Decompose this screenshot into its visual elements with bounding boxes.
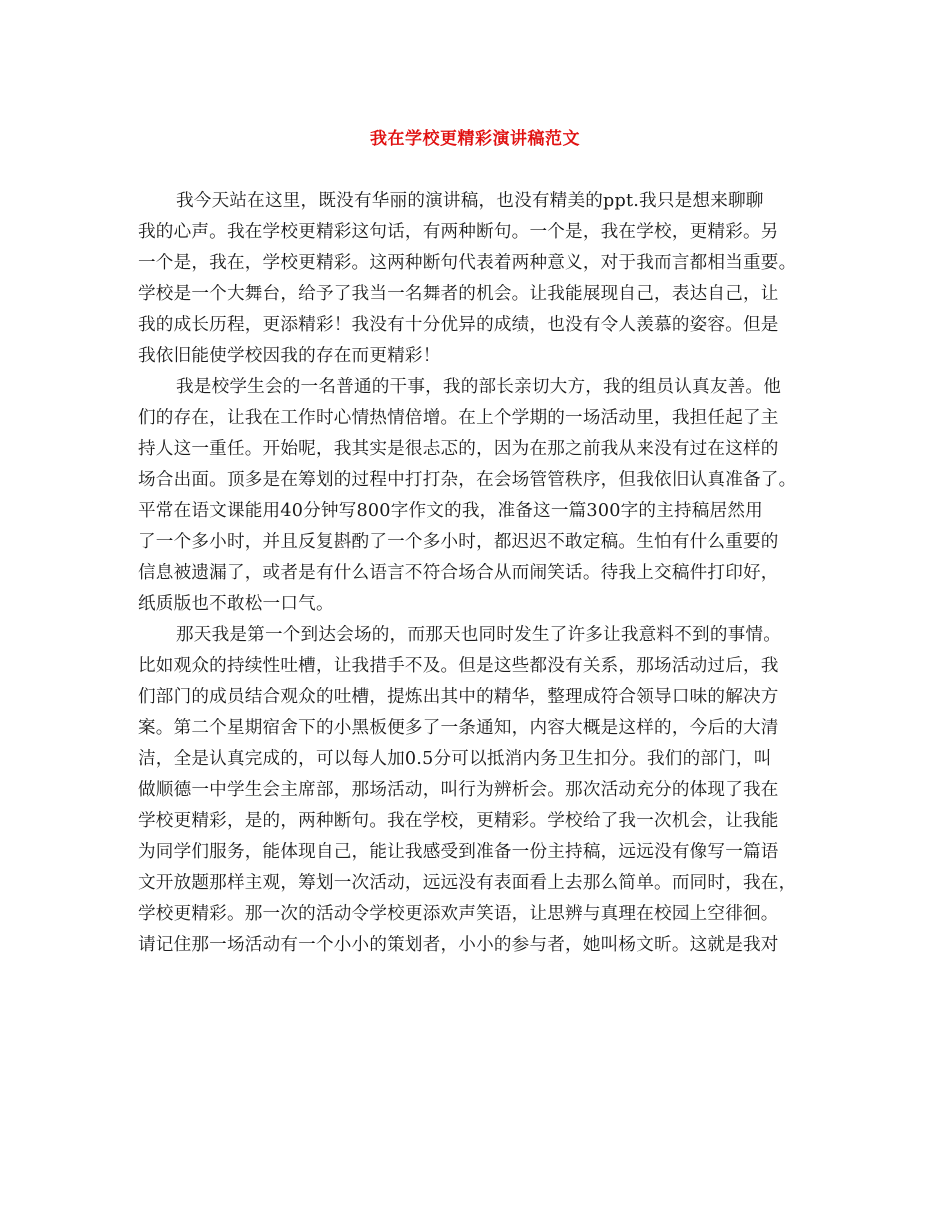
text-line: 纸质版也不敢松一口气。 bbox=[138, 594, 334, 614]
text-line: 比如观众的持续性吐槽，让我措手不及。但是这些都没有关系，那场活动过后，我 bbox=[138, 656, 779, 676]
paragraph-first-line: 那天我是第一个到达会场的，而那天也同时发生了许多让我意料不到的事情。 bbox=[176, 625, 781, 645]
paragraph-first-line: 我是校学生会的一名普通的干事，我的部长亲切大方，我的组员认真友善。他 bbox=[176, 377, 781, 397]
paragraph-first-line: 我今天站在这里，既没有华丽的演讲稿，也没有精美的ppt.我只是想来聊聊 bbox=[176, 191, 764, 211]
text-line: 我的心声。我在学校更精彩这句话，有两种断句。一个是，我在学校，更精彩。另 bbox=[138, 222, 779, 242]
text-line: 场合出面。顶多是在筹划的过程中打打杂，在会场管管秩序，但我依旧认真准备了。 bbox=[138, 470, 797, 490]
document-body bbox=[138, 186, 814, 961]
text-line: 一个是，我在，学校更精彩。这两种断句代表着两种意义，对于我而言都相当重要。 bbox=[138, 253, 797, 273]
text-line: 请记住那一场活动有一个小小的策划者，小小的参与者，她叫杨文昕。这就是我对 bbox=[138, 935, 779, 955]
text-line: 做顺德一中学生会主席部，那场活动，叫行为辨析会。那次活动充分的体现了我在 bbox=[138, 780, 779, 800]
text-line: 持人这一重任。开始呢，我其实是很忐忑的，因为在那之前我从来没有过在这样的 bbox=[138, 439, 779, 459]
text-line: 了一个多小时，并且反复斟酌了一个多小时，都迟迟不敢定稿。生怕有什么重要的 bbox=[138, 532, 779, 552]
text-line: 我依旧能使学校因我的存在而更精彩！ bbox=[138, 346, 441, 366]
text-line: 文开放题那样主观，筹划一次活动，远远没有表面看上去那么简单。而同时，我在， bbox=[138, 873, 797, 893]
text-line: 平常在语文课能用40分钟写800字作文的我，准备这一篇300字的主持稿居然用 bbox=[138, 501, 763, 521]
text-line: 我的成长历程，更添精彩！我没有十分优异的成绩，也没有令人羡慕的姿容。但是 bbox=[138, 315, 779, 335]
text-line: 为同学们服务，能体现自己，能让我感受到准备一份主持稿，远远没有像写一篇语 bbox=[138, 842, 779, 862]
document-title: 我在学校更精彩演讲稿范文 bbox=[370, 129, 580, 149]
text-line: 信息被遗漏了，或者是有什么语言不符合场合从而闹笑话。待我上交稿件打印好， bbox=[138, 563, 779, 583]
text-line: 洁，全是认真完成的，可以每人加0.5分可以抵消内务卫生扣分。我们的部门，叫 bbox=[138, 749, 772, 769]
text-line: 学校更精彩。那一次的活动令学校更添欢声笑语，让思辨与真理在校园上空徘徊。 bbox=[138, 904, 779, 924]
text-line: 案。第二个星期宿舍下的小黑板便多了一条通知，内容大概是这样的，今后的大清 bbox=[138, 718, 779, 738]
text-line: 们的存在，让我在工作时心情热情倍增。在上个学期的一场活动里，我担任起了主 bbox=[138, 408, 779, 428]
text-line: 学校更精彩，是的，两种断句。我在学校，更精彩。学校给了我一次机会，让我能 bbox=[138, 811, 779, 831]
text-line: 们部门的成员结合观众的吐槽，提炼出其中的精华，整理成符合领导口味的解决方 bbox=[138, 687, 779, 707]
text-line: 学校是一个大舞台，给予了我当一名舞者的机会。让我能展现自己，表达自己，让 bbox=[138, 284, 779, 304]
